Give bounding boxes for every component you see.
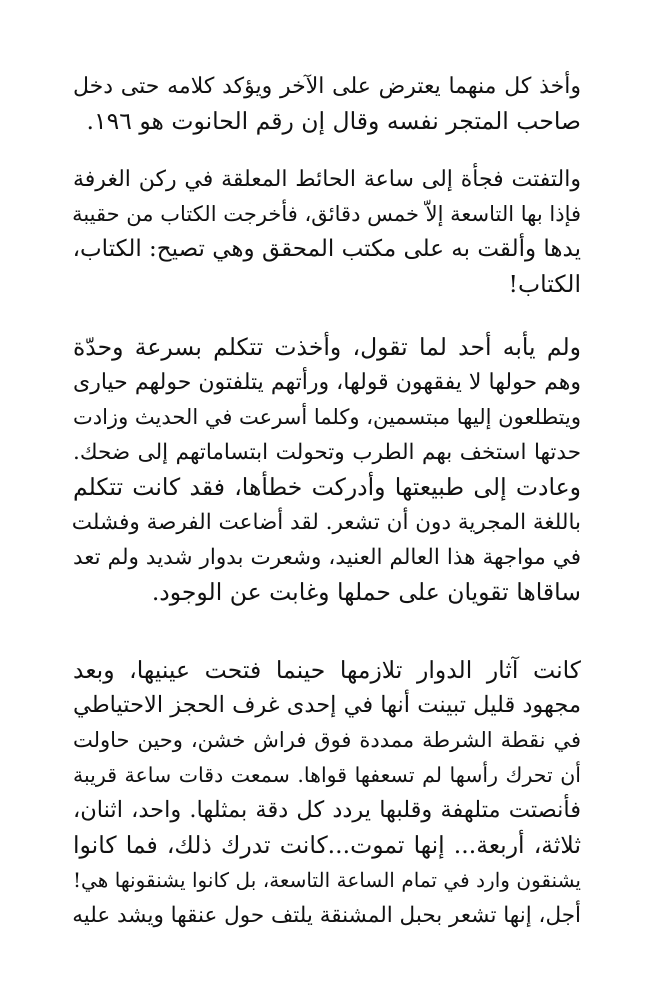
text-line: حدتها استخف بهم الطرب وتحولت ابتساماتهم إلى ضحك. <box>73 440 581 465</box>
text-line: صاحب المتجر نفسه وقال إن رقم الحانوت هو ١٩٦. <box>86 107 581 135</box>
text-line: أجل، إنها تشعر بحبل المشنقة يلتف حول عنقها ويشد عليه <box>72 903 581 928</box>
text-line: والتفتت فجأة إلى ساعة الحائط المعلقة في ركن الغرفة <box>73 167 581 192</box>
text-line: وهم حولها لا يفقهون قولها، ورأتهم يتلفتون حولهم حيارى <box>73 370 581 395</box>
text-line: كانت آثار الدوار تلازمها حينما فتحت عينيها، وبعد <box>73 656 581 684</box>
text-line: فإذا بها التاسعة إلاّ خمس دقائق، فأخرجت الكتاب من حقيبة <box>72 202 581 226</box>
text-line: ويتطلعون إليها مبتسمين، وكلما أسرعت في الحديث وزادت <box>72 405 581 429</box>
text-line: يشنقون وارد في تمام الساعة التاسعة، بل كانوا يشنقونها هي! <box>73 868 581 892</box>
text-line: يدها وألقت به على مكتب المحقق وهي تصيح: الكتاب، <box>72 236 581 262</box>
text-line: الكتاب! <box>508 270 581 298</box>
text-line: في مواجهة هذا العالم العنيد، وشعرت بدوار شديد ولم تعد <box>73 545 581 570</box>
paragraph <box>73 162 581 302</box>
text-line: في نقطة الشرطة ممددة فوق فراش خشن، وحين حاولت <box>73 728 581 752</box>
text-line: فأنصتت متلهفة وقلبها يردد كل دقة بمثلها. واحد، اثنان، <box>73 797 581 823</box>
paragraph <box>73 69 581 139</box>
text-line: باللغة المجرية دون أن تشعر. لقد أضاعت الفرصة وفشلت <box>71 510 581 535</box>
text-line: وأخذ كل منهما يعترض على الآخر ويؤكد كلامه حتى دخل <box>73 74 581 99</box>
text-line: وعادت إلى طبيعتها وأدركت خطأها، فقد كانت تتكلم <box>73 473 581 501</box>
text-line: ولم يأبه أحد لما تقول، وأخذت تتكلم بسرعة وحدّة <box>73 333 581 361</box>
text-line: ثلاثة، أربعة... إنها تموت...كانت تدرك ذلك، فما كانوا <box>73 831 581 859</box>
paragraph <box>73 653 581 933</box>
paragraph <box>73 330 581 610</box>
text-line: أن تحرك رأسها لم تسعفها قواها. سمعت دقات ساعة قريبة <box>73 763 581 787</box>
text-line: مجهود قليل تبينت أنها في إحدى غرف الحجز الاحتياطي <box>73 692 581 718</box>
text-line: ساقاها تقويان على حملها وغابت عن الوجود. <box>151 578 581 606</box>
